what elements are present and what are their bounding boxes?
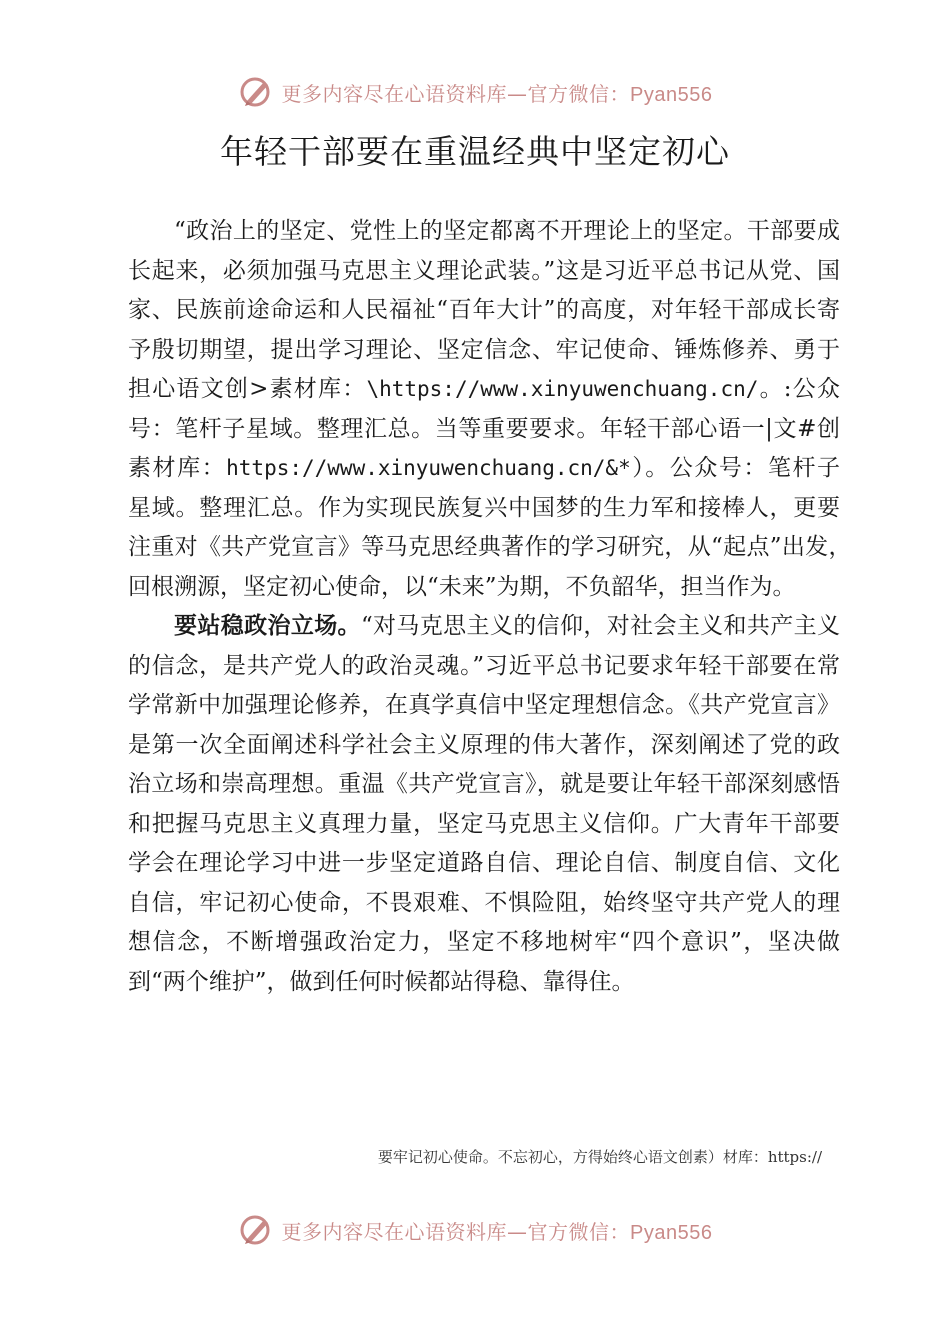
footnote-text: 要牢记初心使命。不忘初心，方得始终心语文创素）材库：https:// — [377, 1148, 822, 1166]
watermark-text: 更多内容尽在心语资料库—官方微信：Pyan556 — [281, 1219, 713, 1244]
document-body — [128, 212, 863, 1002]
url-text: https://www.xinyuwenchuang.cn/&* — [226, 456, 631, 480]
pen-logo-icon — [238, 1212, 274, 1248]
watermark-text: 更多内容尽在心语资料库—官方微信：Pyan556 — [281, 81, 713, 106]
document-title: 年轻干部要在重温经典中坚定初心 — [220, 132, 730, 171]
watermark-footer — [0, 1208, 950, 1252]
paragraph-lead: 要站稳政治立场。 — [174, 613, 361, 639]
watermark-header — [0, 70, 950, 114]
paragraph-intro: “政治上的坚定、党性上的坚定都离不开理论上的坚定。干部要成长起来，必须加强马克思主义理论武装。”这是习近平总书记从党、国家、民族前途命运和人民福祉“百年大计”的高度，对年轻干部成长寄予殷切期望，提出学习理论、坚定信念、牢记使命、锤炼修养、勇于担心语文创>素材库：\https://www.xinyuwenchuang.cn/。:公众号：笔杆子星域。整理汇总。当等重要要求。年轻干部心语一|文#创素材库：https://www.xinyuwenchuang.cn/&*）。公众号：笔杆子星域。整理汇总。作为实现民族复兴中国梦的生力军和接棒人，更要注重对《共产党宣言》等马克思经典著作的学习研究，从“起点”出发， 回根溯源，坚定初心使命，以“未来”为期，不负韶华，担当作为。 — [128, 218, 863, 600]
url-text: \https://www.xinyuwenchuang.cn/ — [366, 377, 759, 401]
paragraph-political-stance: 要站稳政治立场。“对马克思主义的信仰，对社会主义和共产主义的信念，是共产党人的政治灵魂。”习近平总书记要求年轻干部要在常学常新中加强理论修养，在真学真信中坚定理想信念。《共产党宣言》是第一次全面阐述科学社会主义原理的伟大著作，深刻阐述了党的政治立场和崇高理想。重温《共产党宣言》，就是要让年轻干部深刻感悟和把握马克思主义真理力量，坚定马克思主义信仰。广大青年干部要学会在理论学习中进一步坚定道路自信、理论自信、制度自信、文化自信，牢记初心使命，不畏艰难、不惧险阻，始终坚守共产党人的理想信念，不断增强政治定力，坚定不移地树牢“四个意识”，坚决做到“两个维护”，做到任何时候都站得稳、靠得住。 — [128, 613, 841, 995]
pen-logo-icon — [238, 74, 274, 110]
